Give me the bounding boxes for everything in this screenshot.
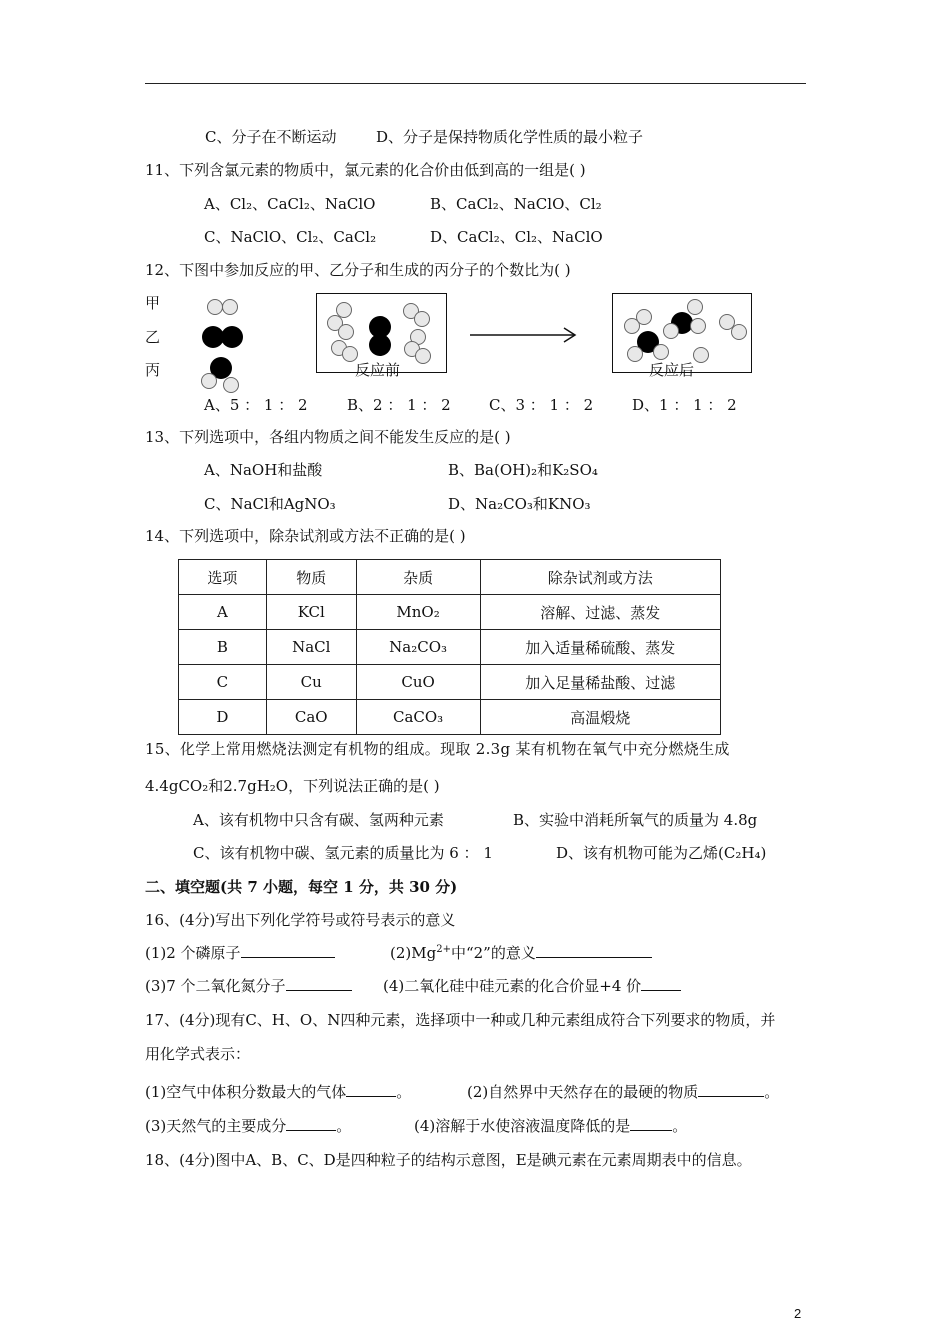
table-cell: NaCl	[266, 630, 356, 665]
q16-item2-post: 中“2”的意义	[450, 944, 536, 962]
q16-item3	[145, 976, 352, 996]
table-cell: CaCO₃	[356, 700, 480, 735]
q16-stem: 16、(4分)写出下列化学符号或符号表示的意义	[145, 911, 456, 929]
before-label: 反应前	[355, 361, 401, 379]
table-cell: A	[179, 595, 267, 630]
q10-option-c: C、分子在不断运动	[205, 128, 337, 146]
q17-item2-text: (2)自然界中天然存在的最硬的物质	[467, 1083, 699, 1101]
q16-item2-pre: (2)Mg	[390, 944, 437, 962]
table-cell: CaO	[266, 700, 356, 735]
q16-item4-text: (4)二氧化硅中硅元素的化合价显+4 价	[383, 977, 642, 995]
q13-option-c: C、NaCl和AgNO₃	[204, 495, 336, 513]
period: 。	[672, 1117, 688, 1135]
table-row	[179, 665, 721, 700]
q17-item3	[145, 1116, 351, 1136]
q12-option-b: B、2 ： 1 ： 2	[347, 396, 451, 414]
header-rule	[145, 83, 806, 84]
q17-item1	[145, 1082, 411, 1102]
q11-option-a: A、Cl₂、CaCl₂、NaClO	[204, 195, 376, 213]
q16-item2	[390, 943, 652, 963]
q16-item1-text: (1)2 个磷原子	[145, 944, 241, 962]
q12-option-d: D、1 ： 1 ： 2	[632, 396, 737, 414]
period: 。	[764, 1083, 780, 1101]
q13-option-a: A、NaOH和盐酸	[204, 461, 323, 479]
q11-option-b: B、CaCl₂、NaClO、Cl₂	[430, 195, 602, 213]
q16-item2-sup: 2+	[436, 944, 451, 955]
table-cell: 加入适量稀硫酸、蒸发	[480, 630, 721, 665]
q12-option-a: A、5 ： 1 ： 2	[204, 396, 308, 414]
q14-stem: 14、下列选项中，除杂试剂或方法不正确的是( )	[145, 527, 466, 545]
table-cell: Cu	[266, 665, 356, 700]
table-header-cell: 选项	[179, 560, 267, 595]
table-cell: KCl	[266, 595, 356, 630]
q18-line1: 18、(4分)图中A、B、C、D是四种粒子的结构示意图，E是碘元素在元素周期表中的信息。	[145, 1151, 752, 1169]
table-cell: Na₂CO₃	[356, 630, 480, 665]
q15-option-c: C、该有机物中碳、氢元素的质量比为 6 ： 1	[193, 844, 493, 862]
q14-table	[178, 559, 721, 735]
q17-item1-text: (1)空气中体积分数最大的气体	[145, 1083, 347, 1101]
q12-option-c: C、3 ： 1 ： 2	[489, 396, 594, 414]
q16-item4	[383, 976, 681, 996]
q13-stem: 13、下列选项中，各组内物质之间不能发生反应的是( )	[145, 428, 511, 446]
answer-blank[interactable]	[536, 943, 652, 958]
table-header-cell: 除杂试剂或方法	[480, 560, 721, 595]
table-row	[179, 595, 721, 630]
q16-item3-text: (3)7 个二氧化氮分子	[145, 977, 286, 995]
answer-blank[interactable]	[286, 1116, 336, 1131]
q13-option-d: D、Na₂CO₃和KNO₃	[448, 495, 591, 513]
q17-line2: 用化学式表示：	[145, 1045, 251, 1063]
table-cell: 加入足量稀盐酸、过滤	[480, 665, 721, 700]
reaction-arrow	[470, 326, 580, 344]
answer-blank[interactable]	[630, 1116, 672, 1131]
q17-item4-text: (4)溶解于水使溶液温度降低的是	[414, 1117, 631, 1135]
q12-label-bing: 丙	[145, 361, 161, 379]
q11-option-c: C、NaClO、Cl₂、CaCl₂	[204, 228, 377, 246]
q17-item2	[467, 1082, 779, 1102]
table-cell: MnO₂	[356, 595, 480, 630]
q15-line1: 15、化学上常用燃烧法测定有机物的组成。现取 2.3g 某有机物在氧气中充分燃烧生成	[145, 740, 730, 758]
answer-blank[interactable]	[698, 1082, 764, 1097]
table-cell: C	[179, 665, 267, 700]
q11-stem: 11、下列含氯元素的物质中，氯元素的化合价由低到高的一组是( )	[145, 161, 586, 179]
table-cell: 高温煅烧	[480, 700, 721, 735]
q13-option-b: B、Ba(OH)₂和K₂SO₄	[448, 461, 598, 479]
table-header-cell: 物质	[266, 560, 356, 595]
table-header-cell: 杂质	[356, 560, 480, 595]
table-cell: CuO	[356, 665, 480, 700]
answer-blank[interactable]	[241, 943, 335, 958]
q11-option-d: D、CaCl₂、Cl₂、NaClO	[430, 228, 603, 246]
q12-label-jia: 甲	[145, 294, 161, 312]
page-number: 2	[794, 1306, 802, 1321]
period: 。	[336, 1117, 352, 1135]
q17-item4	[414, 1116, 687, 1136]
answer-blank[interactable]	[346, 1082, 396, 1097]
table-cell: D	[179, 700, 267, 735]
answer-blank[interactable]	[286, 976, 352, 991]
table-header-row	[179, 560, 721, 595]
table-cell: B	[179, 630, 267, 665]
q10-option-d: D、分子是保持物质化学性质的最小粒子	[376, 128, 644, 146]
table-cell: 溶解、过滤、蒸发	[480, 595, 721, 630]
answer-blank[interactable]	[641, 976, 681, 991]
table-row	[179, 700, 721, 735]
section-title: 二、填空题(共 7 小题，每空 1 分，共 30 分)	[145, 878, 458, 896]
q17-item3-text: (3)天然气的主要成分	[145, 1117, 287, 1135]
q12-label-yi: 乙	[145, 328, 161, 346]
table-row	[179, 630, 721, 665]
q15-line2: 4.4gCO₂和2.7gH₂O，下列说法正确的是( )	[145, 777, 440, 795]
q17-line1: 17、(4分)现有C、H、O、N四种元素，选择项中一种或几种元素组成符合下列要求的物质，并	[145, 1011, 776, 1029]
q15-option-b: B、实验中消耗所氧气的质量为 4.8g	[513, 811, 758, 829]
after-label: 反应后	[649, 361, 695, 379]
q15-option-a: A、该有机物中只含有碳、氢两种元素	[193, 811, 444, 829]
q15-option-d: D、该有机物可能为乙烯(C₂H₄)	[556, 844, 767, 862]
period: 。	[396, 1083, 412, 1101]
q16-item1	[145, 943, 335, 963]
q12-stem: 12、下图中参加反应的甲、乙分子和生成的丙分子的个数比为( )	[145, 261, 571, 279]
